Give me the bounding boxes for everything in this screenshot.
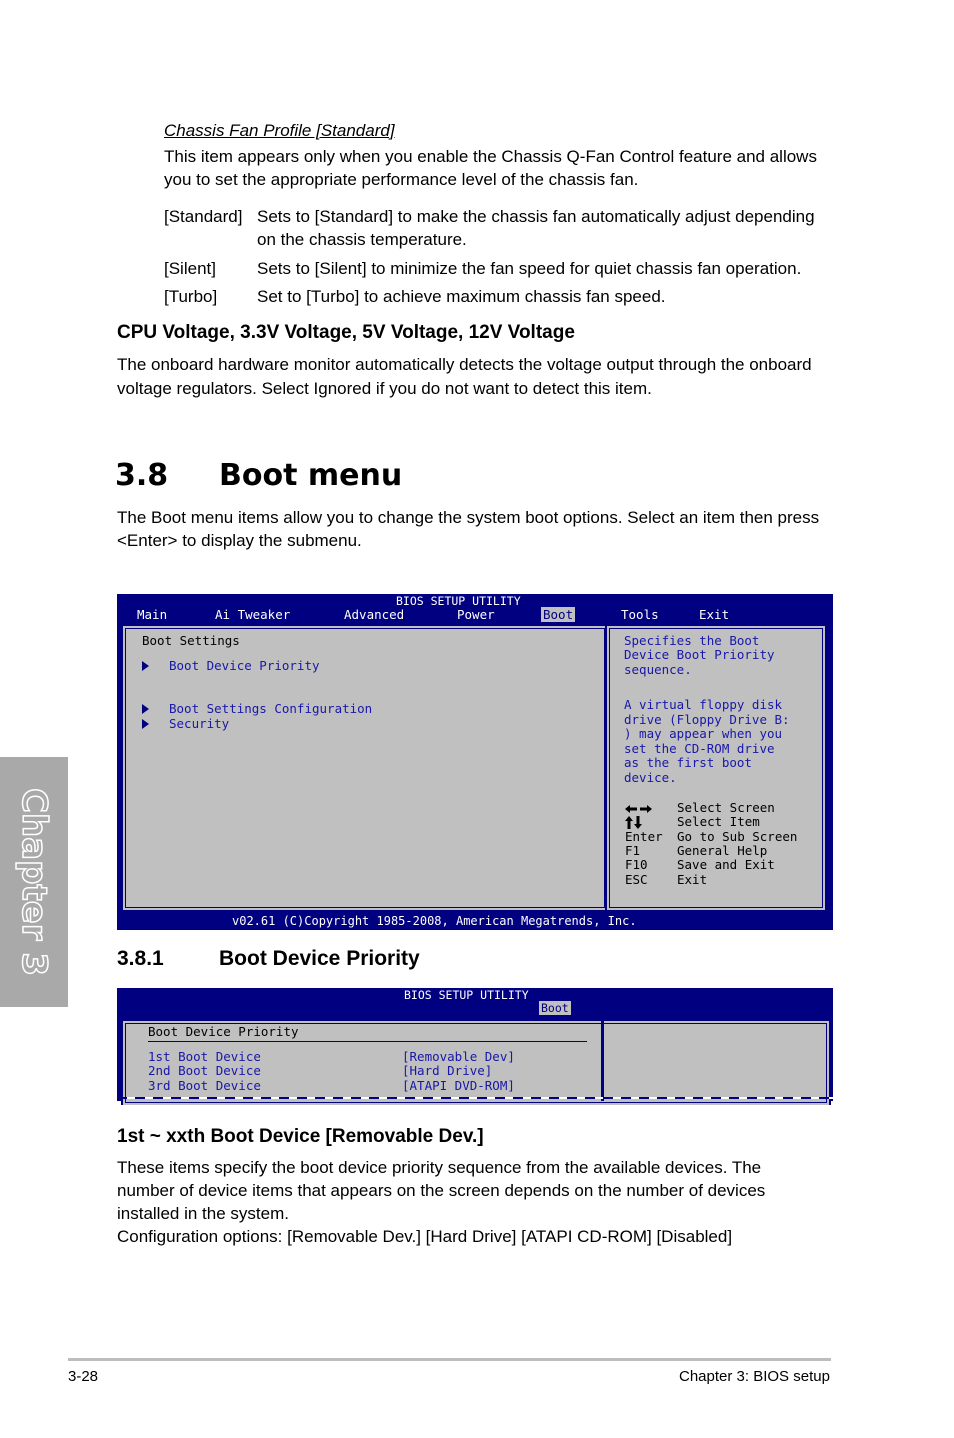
- bootdev-line-2: number of device items that appears on the screen depends on the number of devices: [117, 1181, 766, 1200]
- help-text-line: Specifies the Boot: [624, 633, 760, 648]
- boot-device-row-value[interactable]: [Removable Dev]: [402, 1049, 515, 1064]
- key-desc-sub-screen: Go to Sub Screen: [677, 829, 798, 844]
- help-text-line: sequence.: [624, 662, 692, 677]
- chapter-tab-label: Chapter 3: [14, 787, 54, 977]
- help-text-line: drive (Floppy Drive B:: [624, 712, 790, 727]
- bios-menu-exit[interactable]: Exit: [699, 607, 730, 622]
- subsection-number: 3.8.1: [117, 947, 164, 970]
- option-key-turbo: [Turbo]: [164, 287, 218, 306]
- bios-menu-power[interactable]: Power: [457, 607, 495, 622]
- voltage-line-2: voltage regulators. Select Ignored if you do not want to detect this item.: [117, 379, 652, 398]
- bios-screen-boot-device-priority: [117, 988, 833, 1101]
- bios-main-pane: [121, 624, 609, 912]
- voltage-line-1: The onboard hardware monitor automatically detects the voltage output through the onboard: [117, 355, 812, 374]
- bios-title: BIOS SETUP UTILITY: [404, 988, 529, 1002]
- bootdev-heading: 1st ~ xxth Boot Device [Removable Dev.]: [117, 1126, 484, 1147]
- voltage-heading: CPU Voltage, 3.3V Voltage, 5V Voltage, 12V Voltage: [117, 322, 575, 343]
- option-desc-standard-2: on the chassis temperature.: [257, 230, 467, 249]
- key-f1: F1: [625, 843, 641, 858]
- help-text-line: device.: [624, 770, 677, 785]
- bios-copyright: v02.61 (C)Copyright 1985-2008, American Megatrends, Inc.: [232, 914, 637, 928]
- key-desc-select-item: Select Item: [677, 814, 760, 829]
- boot-device-priority-title: Boot Device Priority: [148, 1024, 299, 1039]
- bios-menu-ai-tweaker[interactable]: Ai Tweaker: [215, 607, 291, 622]
- chassis-fan-heading: Chassis Fan Profile [Standard]: [164, 121, 395, 140]
- option-desc-standard-1: Sets to [Standard] to make the chassis fan automatically adjust depending: [257, 207, 815, 226]
- bios-title: BIOS SETUP UTILITY: [396, 594, 521, 608]
- boot-device-row-label[interactable]: 3rd Boot Device: [148, 1078, 261, 1093]
- bios-screen-boot-menu: [117, 594, 833, 930]
- key-esc: ESC: [625, 872, 648, 887]
- bios-menu-advanced[interactable]: Advanced: [344, 607, 405, 622]
- boot-device-row-value[interactable]: [Hard Drive]: [402, 1063, 493, 1078]
- boot-device-row-label[interactable]: 2nd Boot Device: [148, 1063, 261, 1078]
- help-text-line: as the first boot: [624, 755, 752, 770]
- pane-divider: [601, 1019, 604, 1101]
- option-desc-turbo: Set to [Turbo] to achieve maximum chassis fan speed.: [257, 287, 666, 306]
- help-text-line: ) may appear when you: [624, 726, 783, 741]
- key-desc-exit: Exit: [677, 872, 708, 887]
- up-down-arrows-icon: [625, 816, 643, 829]
- left-right-arrows-icon: [625, 804, 653, 814]
- bios-menu-tools[interactable]: Tools: [621, 607, 659, 622]
- section-intro-line-1: The Boot menu items allow you to change the system boot options. Select an item then press: [117, 508, 820, 527]
- submenu-arrow-icon: [142, 719, 149, 729]
- torn-edge: [117, 1097, 833, 1099]
- key-f10: F10: [625, 857, 648, 872]
- bootdev-line-4: Configuration options: [Removable Dev.] [Hard Drive] [ATAPI CD-ROM] [Disabled]: [117, 1227, 733, 1246]
- section-intro-line-2: <Enter> to display the submenu.: [117, 531, 362, 550]
- footer-rule: [68, 1358, 831, 1361]
- bios-menu-main[interactable]: Main: [137, 607, 168, 622]
- chassis-intro-line-2: you to set the appropriate performance level of the chassis fan.: [164, 170, 639, 189]
- chassis-intro-line-1: This item appears only when you enable the Chassis Q-Fan Control feature and allows: [164, 147, 817, 166]
- key-desc-general-help: General Help: [677, 843, 768, 858]
- bootdev-line-1: These items specify the boot device priority sequence from the available devices. The: [117, 1158, 762, 1177]
- title-underline: [148, 1041, 587, 1042]
- option-key-silent: [Silent]: [164, 259, 216, 278]
- boot-device-row-value[interactable]: [ATAPI DVD-ROM]: [402, 1078, 515, 1093]
- item-security[interactable]: Security: [169, 716, 230, 731]
- help-text-line: set the CD-ROM drive: [624, 741, 775, 756]
- section-number: 3.8: [115, 458, 169, 493]
- bios-menu-boot[interactable]: Boot: [543, 607, 574, 622]
- chapter-tab: [0, 757, 68, 1007]
- key-desc-save-exit: Save and Exit: [677, 857, 775, 872]
- section-title: Boot menu: [219, 458, 403, 493]
- key-desc-select-screen: Select Screen: [677, 800, 775, 815]
- footer-chapter: Chapter 3: BIOS setup: [679, 1368, 830, 1385]
- item-boot-device-priority[interactable]: Boot Device Priority: [169, 658, 320, 673]
- help-text-line: Device Boot Priority: [624, 647, 775, 662]
- option-key-standard: [Standard]: [164, 207, 243, 226]
- bios-help-pane: [605, 624, 827, 912]
- bios-main-pane: [121, 1019, 831, 1105]
- boot-device-row-label[interactable]: 1st Boot Device: [148, 1049, 261, 1064]
- submenu-arrow-icon: [142, 704, 149, 714]
- key-enter: Enter: [625, 829, 663, 844]
- subsection-title: Boot Device Priority: [219, 947, 420, 970]
- bios-menu-boot[interactable]: Boot: [541, 1001, 569, 1015]
- help-text-line: A virtual floppy disk: [624, 697, 783, 712]
- item-boot-settings-configuration[interactable]: Boot Settings Configuration: [169, 701, 373, 716]
- page-number: 3-28: [68, 1368, 99, 1385]
- option-desc-silent: Sets to [Silent] to minimize the fan speed for quiet chassis fan operation.: [257, 259, 802, 278]
- submenu-arrow-icon: [142, 661, 149, 671]
- bootdev-line-3: installed in the system.: [117, 1204, 289, 1223]
- boot-settings-title: Boot Settings: [142, 633, 240, 648]
